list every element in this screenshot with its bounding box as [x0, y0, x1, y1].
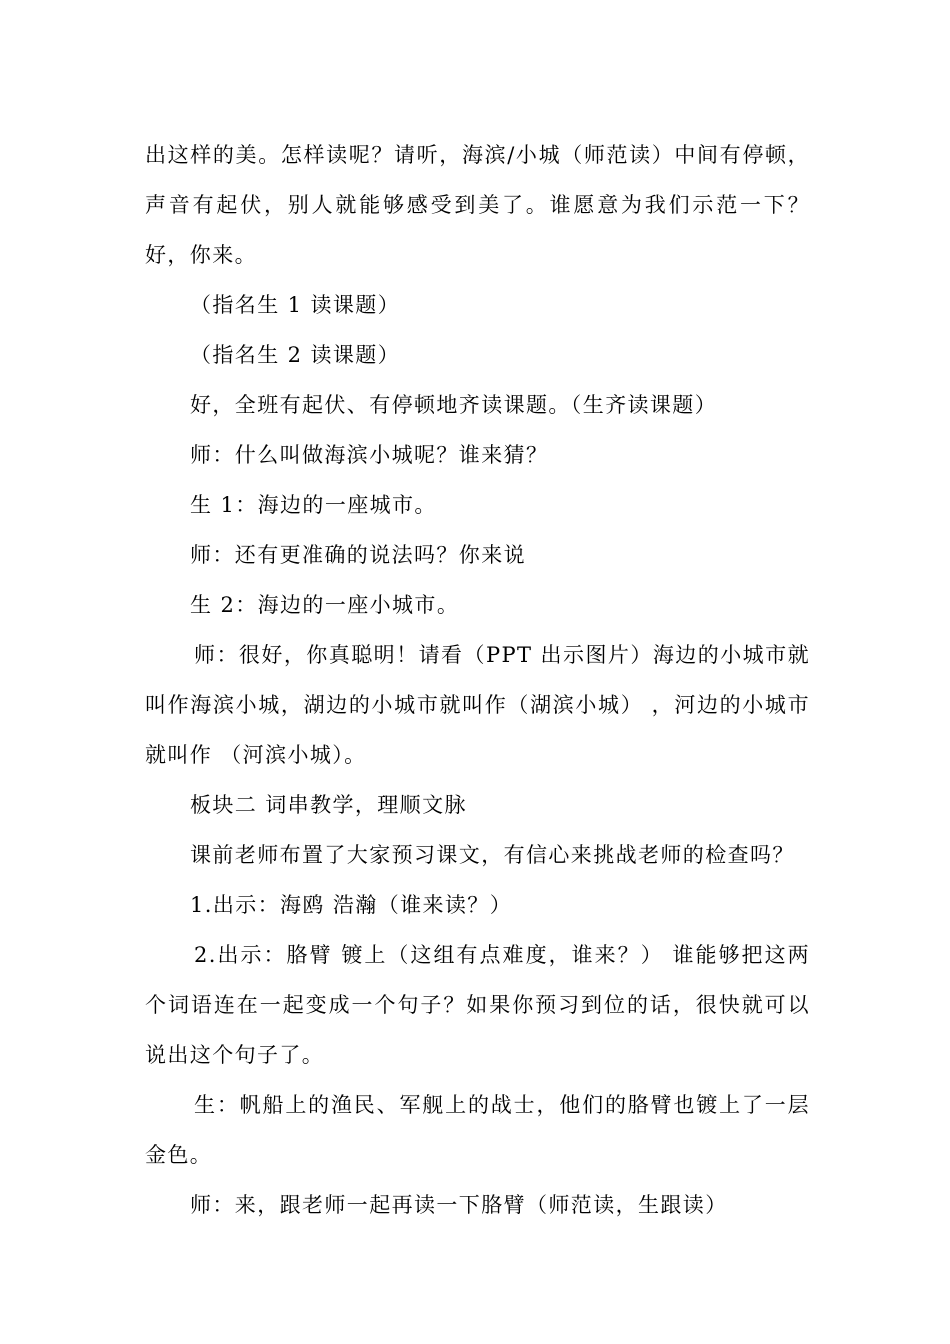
paragraph-line: 生 1：海边的一座城市。 — [190, 493, 437, 517]
paragraph-line: 课前老师布置了大家预习课文，有信心来挑战老师的检查吗？ — [190, 843, 795, 867]
paragraph-line: 就叫作 （河滨小城）。 — [145, 743, 367, 767]
paragraph-line: 金色。 — [145, 1143, 213, 1167]
paragraph-line: 好，你来。 — [145, 243, 257, 267]
paragraph-line: 2.出示：胳臂 镀上（这组有点难度，谁来？） 谁能够把这两 — [194, 943, 810, 967]
paragraph-line: （指名生 1 读课题） — [190, 293, 401, 317]
paragraph-line: 生：帆船上的渔民、军舰上的战士，他们的胳臂也镀上了一层 — [194, 1093, 810, 1117]
paragraph-line: 师：很好，你真聪明！请看（PPT 出示图片）海边的小城市就 — [194, 643, 810, 667]
paragraph-line: 师：什么叫做海滨小城呢？谁来猜？ — [190, 443, 549, 467]
paragraph-line: （指名生 2 读课题） — [190, 343, 401, 367]
paragraph-line: 出这样的美。怎样读呢？请听，海滨/小城（师范读）中间有停顿， — [145, 143, 810, 167]
paragraph-line: 好，全班有起伏、有停顿地齐读课题。（生齐读课题） — [190, 393, 718, 417]
paragraph-line: 叫作海滨小城，湖边的小城市就叫作（湖滨小城） ，河边的小城市 — [145, 693, 810, 717]
section-heading: 板块二 词串教学，理顺文脉 — [190, 793, 467, 817]
paragraph-line: 师：来，跟老师一起再读一下胳臂（师范读，生跟读） — [190, 1193, 728, 1217]
paragraph-line: 声音有起伏，别人就能够感受到美了。谁愿意为我们示范一下？ — [145, 193, 810, 217]
paragraph-line: 生 2：海边的一座小城市。 — [190, 593, 460, 617]
paragraph-line: 师：还有更准确的说法吗？你来说 — [190, 543, 526, 567]
paragraph-line: 1.出示：海鸥 浩瀚（谁来读？） — [190, 893, 513, 917]
paragraph-line: 个词语连在一起变成一个句子？如果你预习到位的话，很快就可以 — [145, 993, 810, 1017]
paragraph-line: 说出这个句子了。 — [145, 1043, 325, 1067]
